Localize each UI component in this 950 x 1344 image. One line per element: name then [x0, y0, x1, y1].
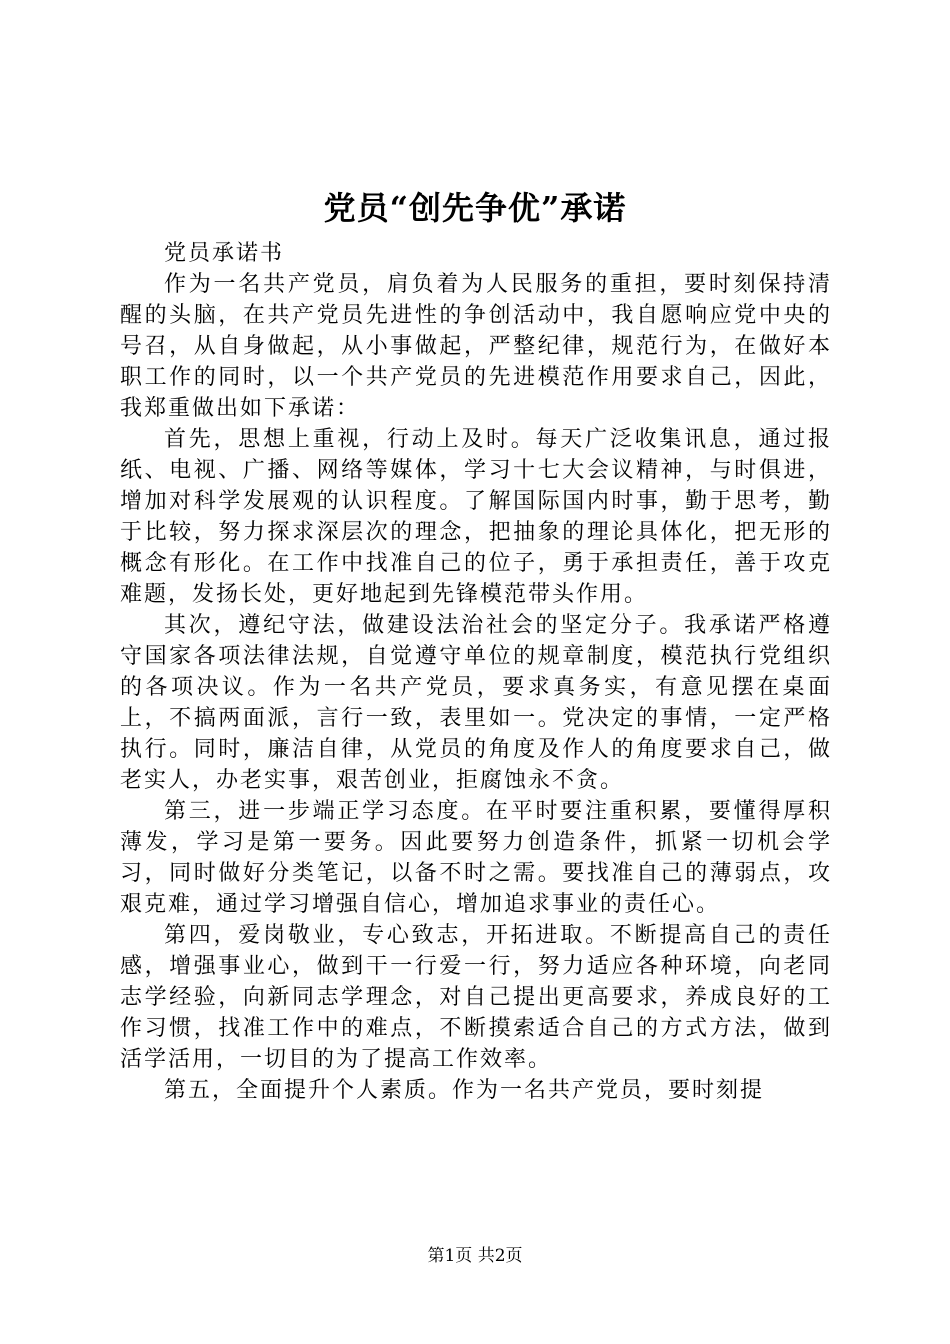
paragraph-third: 第三，进一步端正学习态度。在平时要注重积累，要懂得厚积薄发，学习是第一要务。因此要努力创造条件，抓紧一切机会学习，同时做好分类笔记，以备不时之需。要找准自己的薄弱点，攻艰克难，通过学习增强自信心，增加追求事业的责任心。 — [120, 799, 832, 917]
paragraph-fourth: 第四，爱岗敬业，专心致志，开拓进取。不断提高自己的责任感，增强事业心，做到干一行爱一行，努力适应各种环境，向老同志学经验，向新同志学理念，对自己提出更高要求，养成良好的工作习惯，找准工作中的难点，不断摸索适合自己的方式方法，做到活学活用，一切目的为了提高工作效率。 — [120, 923, 832, 1072]
paragraph-fifth: 第五，全面提升个人素质。作为一名共产党员，要时刻提 — [164, 1078, 765, 1103]
paragraph-second: 其次，遵纪守法，做建设法治社会的坚定分子。我承诺严格遵守国家各项法律法规，自觉遵守单位的规章制度，模范执行党组织的各项决议。作为一名共产党员，要求真务实，有意见摆在桌面上，不搞两面派，言行一致，表里如一。党决定的事情，一定严格执行。同时，廉洁自律，从党员的角度及作人的角度要求自己，做老实人，办老实事，艰苦创业，拒腐蚀永不贪。 — [120, 613, 832, 793]
paragraph-subtitle: 党员承诺书 — [164, 241, 285, 266]
page-number-footer: 第1页 共2页 — [427, 1246, 523, 1266]
paragraph-intro: 作为一名共产党员，肩负着为人民服务的重担，要时刻保持清醒的头脑，在共产党员先进性的争创活动中，我自愿响应党中央的号召，从自身做起，从小事做起，严整纪律，规范行为，在做好本职工作的同时，以一个共产党员的先进模范作用要求自己，因此，我郑重做出如下承诺： — [120, 272, 832, 421]
paragraph-first: 首先，思想上重视，行动上及时。每天广泛收集讯息，通过报纸、电视、广播、网络等媒体，学习十七大会议精神，与时俱进，增加对科学发展观的认识程度。了解国际国内时事，勤于思考，勤于比较，努力探求深层次的理念，把抽象的理论具体化，把无形的概念有形化。在工作中找准自己的位子，勇于承担责任，善于攻克难题，发扬长处，更好地起到先锋模范带头作用。 — [120, 427, 832, 607]
document-title: 党员“创先争优”承诺 — [323, 189, 627, 227]
document-body — [120, 238, 832, 1106]
